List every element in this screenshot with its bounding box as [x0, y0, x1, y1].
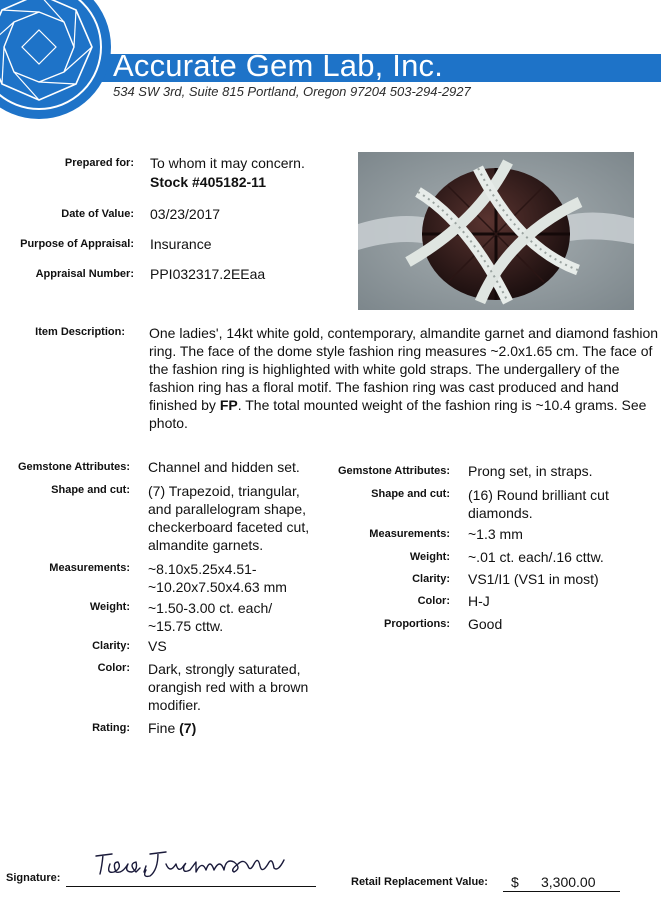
rating-label: Rating:: [92, 722, 130, 734]
weight-value: [148, 599, 272, 635]
prepared-for-value: To whom it may concern.: [150, 155, 305, 171]
prepared-for-label: Prepared for:: [64, 157, 134, 169]
gemstone-attributes-label: Gemstone Attributes:: [17, 461, 130, 473]
item-description-maker: FP: [219, 397, 238, 413]
date-of-value-label: Date of Value:: [61, 208, 134, 220]
purpose-label: Purpose of Appraisal:: [20, 238, 134, 250]
diamond-shape-line: diamonds.: [468, 505, 533, 521]
rating-value: [148, 720, 196, 736]
color-line: Dark, strongly saturated,: [148, 661, 301, 677]
handwritten-signature: [92, 842, 302, 882]
retail-value-line: [503, 891, 620, 892]
retail-value: 3,300.00: [541, 874, 596, 890]
ring-photo: [358, 152, 634, 310]
diamond-clarity-value: VS1/I1 (VS1 in most): [468, 571, 599, 587]
stock-number: Stock #405182-11: [150, 174, 266, 190]
diamond-attributes-label: Gemstone Attributes:: [337, 465, 450, 477]
diamond-weight-label: Weight:: [409, 551, 450, 563]
appraisal-number-label: Appraisal Number:: [35, 268, 134, 280]
rating-grade: (7): [179, 720, 197, 736]
diamond-weight-value: ~.01 ct. each/.16 cttw.: [468, 549, 604, 565]
weight-label: Weight:: [89, 601, 130, 613]
shape-cut-line: and parallelogram shape,: [148, 501, 306, 517]
shape-cut-label: Shape and cut:: [51, 484, 130, 496]
signature-label: Signature:: [6, 872, 61, 884]
diamond-shape-cut-label: Shape and cut:: [371, 488, 450, 500]
retail-value-label: Retail Replacement Value:: [351, 876, 488, 888]
clarity-value: VS: [148, 638, 167, 654]
appraisal-number-value: PPI032317.2EEaa: [150, 266, 266, 282]
diamond-color-value: H-J: [468, 593, 490, 609]
diamond-color-label: Color:: [417, 595, 450, 607]
item-description-text-1: One ladies', 14kt white gold, contemporary, almandite garnet and diamond fashion ring. The face of the dome style fashion ring measures ~2.0x1.65 cm. The face of the fashion ring is highlighted with white gold straps. The undergallery of the fashion ring has a floral motif. The fashion ring was cast produced and hand finished by: [149, 325, 659, 413]
measurements-value: [148, 560, 287, 596]
color-line: orangish red with a brown: [148, 679, 309, 695]
proportions-value: Good: [468, 616, 503, 632]
measurements-line: ~8.10x5.25x4.51-: [148, 561, 257, 577]
signature-line: [66, 886, 316, 887]
diamond-shape-line: (16) Round brilliant cut: [468, 487, 609, 503]
item-description-label: Item Description:: [35, 326, 125, 338]
weight-line: ~15.75 cttw.: [148, 618, 224, 634]
currency-symbol: $: [511, 874, 519, 890]
weight-line: ~1.50-3.00 ct. each/: [148, 600, 273, 616]
measurements-line: ~10.20x7.50x4.63 mm: [148, 579, 287, 595]
color-value: [148, 660, 308, 714]
shape-cut-line: (7) Trapezoid, triangular,: [148, 483, 300, 499]
diamond-attributes-value: Prong set, in straps.: [468, 463, 593, 479]
item-description: [149, 324, 661, 432]
shape-cut-line: almandite garnets.: [148, 537, 264, 553]
shape-cut-value: [148, 482, 309, 554]
date-of-value: 03/23/2017: [150, 206, 221, 222]
diamond-clarity-label: Clarity:: [412, 573, 450, 585]
diamond-measurements-value: ~1.3 mm: [468, 526, 523, 542]
company-address: 534 SW 3rd, Suite 815 Portland, Oregon 97204 503-294-2927: [113, 84, 471, 99]
shape-cut-line: checkerboard faceted cut,: [148, 519, 310, 535]
gemstone-attributes-value: Channel and hidden set.: [148, 459, 300, 475]
diamond-outline-icon: [0, 0, 114, 122]
purpose-value: Insurance: [150, 236, 212, 252]
company-name: Accurate Gem Lab, Inc.: [113, 48, 444, 83]
diamond-measurements-label: Measurements:: [369, 528, 450, 540]
proportions-label: Proportions:: [384, 618, 450, 630]
clarity-label: Clarity:: [92, 640, 130, 652]
measurements-label: Measurements:: [49, 562, 130, 574]
color-label: Color:: [97, 662, 130, 674]
rating-text: Fine: [148, 720, 176, 736]
item-description-text-2: . The total mounted weight of the fashion ring is ~10.4 grams. See photo.: [149, 397, 647, 431]
color-line: modifier.: [148, 697, 201, 713]
diamond-shape-cut-value: [468, 486, 609, 522]
